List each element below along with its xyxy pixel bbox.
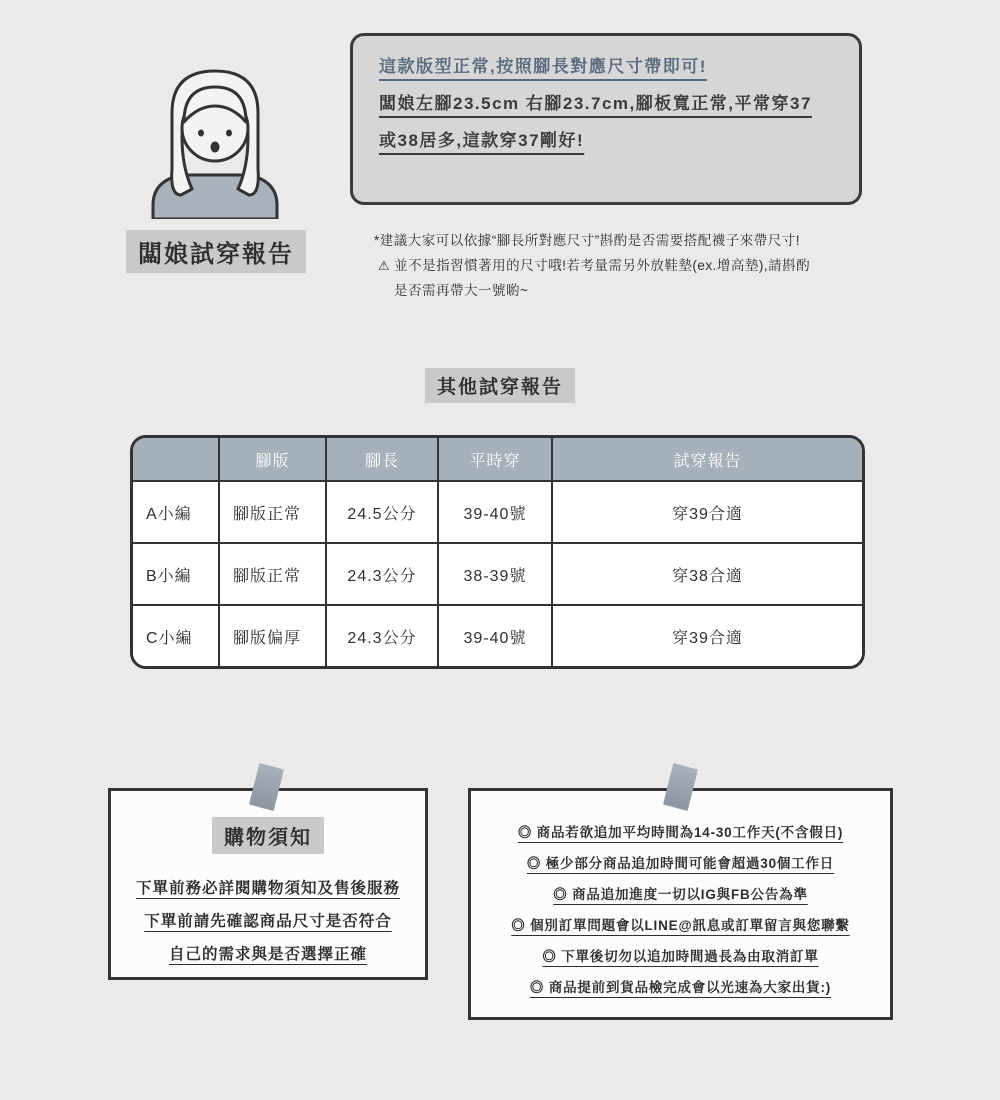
reporter-label-text: 闆娘試穿報告 [126,230,306,273]
woman-avatar-illustration [145,33,285,219]
policy-lines [471,817,890,1003]
order-policy-box [468,788,893,1020]
notice-lines [111,872,425,971]
tape-decoration [249,763,285,812]
policy-line: ◎ 極少部分商品追加時間可能會超過30個工作日 [526,856,835,871]
table-cell-foot-length: 24.3公分 [325,542,437,604]
speech-bubble [350,33,862,205]
speech-line-2: 闆娘左腳23.5cm 右腳23.7cm,腳板寬正常,平常穿37 [379,94,812,113]
note-line-2 [374,253,894,278]
table-cell-editor: C小編 [133,604,218,666]
notice-title-text: 購物須知 [212,817,324,854]
avatar [145,33,285,219]
table-header-empty [133,438,218,480]
table-cell-report: 穿39合適 [551,604,862,666]
note-line-1: *建議大家可以依據“腳長所對應尺寸”斟酌是否需要搭配襪子來帶尺寸! [374,233,800,248]
table-cell-editor: B小編 [133,542,218,604]
table-cell-editor: A小編 [133,480,218,542]
table-cell-foot-shape: 腳版正常 [218,480,325,542]
policy-line: ◎ 商品若欲追加平均時間為14-30工作天(不含假日) [517,825,844,840]
notice-title [111,817,425,854]
shopping-notice-box [108,788,428,980]
policy-line: ◎ 商品追加進度一切以IG與FB公告為準 [553,887,808,902]
table-header-foot-length: 腳長 [325,438,437,480]
table-cell-report: 穿39合適 [551,480,862,542]
speech-line-1: 這款版型正常,按照腳長對應尺寸帶即可! [379,57,707,76]
tryon-report-table [130,435,865,669]
speech-line-3: 或38居多,這款穿37剛好! [379,131,585,150]
notice-line: 下單前務必詳閱購物須知及售後服務 [135,880,400,897]
size-note [374,228,894,303]
table-row [133,604,862,666]
table-cell-foot-length: 24.5公分 [325,480,437,542]
warning-icon: ⚠ [378,258,391,273]
policy-line: ◎ 個別訂單問題會以LINE@訊息或訂單留言與您聯繫 [511,918,850,933]
note-line-3: 是否需再帶大一號喲~ [394,283,529,298]
table-cell-foot-length: 24.3公分 [325,604,437,666]
table-row [133,542,862,604]
reporter-label [126,230,306,273]
notice-line: 下單前請先確認商品尺寸是否符合 [144,913,392,930]
table-header-usual-size: 平時穿 [437,438,551,480]
table-cell-foot-shape: 腳版正常 [218,542,325,604]
other-reports-heading [0,368,1000,403]
table-header-report: 試穿報告 [551,438,862,480]
table-cell-usual-size: 38-39號 [437,542,551,604]
other-reports-heading-text: 其他試穿報告 [425,368,575,403]
table-row [133,480,862,542]
note-line-2-text: 並不是指習慣著用的尺寸哦!若考量需另外放鞋墊(ex.增高墊),請斟酌 [394,258,811,273]
policy-line: ◎ 商品提前到貨品檢完成會以光速為大家出貨:) [529,980,832,995]
table-cell-foot-shape: 腳版偏厚 [218,604,325,666]
table-cell-report: 穿38合適 [551,542,862,604]
policy-line: ◎ 下單後切勿以追加時間過長為由取消訂單 [542,949,819,964]
notice-line: 自己的需求與是否選擇正確 [168,946,367,963]
tape-decoration [663,763,699,812]
table-cell-usual-size: 39-40號 [437,604,551,666]
table-header-foot-shape: 腳版 [218,438,325,480]
table-header-row [133,438,862,480]
table-cell-usual-size: 39-40號 [437,480,551,542]
